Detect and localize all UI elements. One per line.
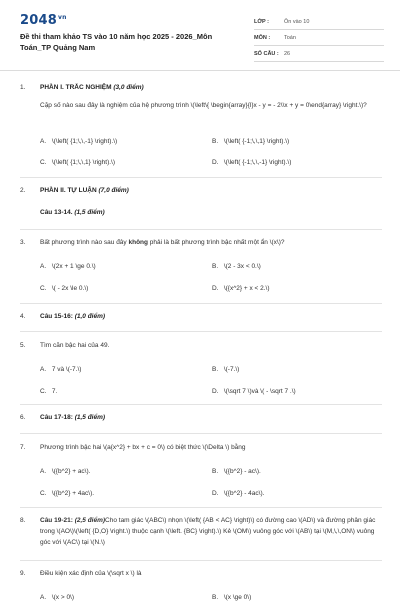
option-letter: D. (212, 159, 219, 166)
option-b[interactable] (212, 136, 289, 147)
option-letter: A. (40, 263, 47, 270)
question-4 (20, 311, 382, 323)
sub-heading (40, 207, 380, 218)
meta-label: MÔN : (254, 34, 271, 41)
option-letter: B. (212, 263, 219, 270)
question-6 (20, 412, 382, 424)
option-a[interactable] (40, 261, 96, 272)
option-text: \(\left( {-1;\,\,-1} \right).\) (223, 159, 292, 166)
option-d[interactable] (212, 283, 270, 294)
option-c[interactable] (40, 283, 88, 294)
divider (20, 303, 382, 304)
exam-meta (254, 14, 384, 62)
divider (20, 331, 382, 332)
option-letter: B. (212, 138, 219, 145)
option-letter: C. (40, 388, 47, 395)
option-letter: C. (40, 159, 47, 166)
option-letter: A. (40, 138, 47, 145)
meta-row-subject (254, 30, 384, 46)
sub-title: Câu 15-16: (40, 313, 73, 320)
option-c[interactable] (40, 488, 94, 499)
sub-score: (1,0 điểm) (74, 313, 106, 320)
section-heading (40, 185, 380, 196)
exam-title: Đề thi tham khảo TS vào 10 năm học 2025 - 2026_Môn Toán_TP Quảng Nam (20, 32, 213, 52)
divider (20, 507, 382, 508)
option-text: \( - 2x \le 0.\) (51, 285, 89, 292)
logo-suffix: vn (57, 13, 67, 21)
option-d[interactable] (212, 488, 264, 499)
meta-row-class (254, 14, 384, 30)
question-text (40, 237, 380, 248)
question-text-part: phải là bất phương trình bậc nhất một ẩn \(x\)? (149, 239, 285, 246)
option-text: \({x^2} + x < 2.\) (223, 285, 270, 292)
option-b[interactable] (212, 364, 239, 375)
option-a[interactable] (40, 466, 90, 477)
question-number: 4. (20, 313, 26, 320)
divider (20, 177, 382, 178)
question-body: Cho tam giác \(ABC\) nhọn \(\left( {AB < AC} \right)\) có đường cao \(AD\) và đường phân giác trong \(AO\)\(\left( {D,O} \right.\) thuộc cạnh \(\left. {BC} \right).\) Kẻ \(OM\) vuông góc với \(AB\) tại \(M,\,\,ON\) vuông góc với \(AC\) tại \(N.\) (40, 517, 376, 546)
question-text (40, 515, 380, 548)
sub-score: (2,5 điểm) (74, 517, 106, 524)
divider (20, 404, 382, 405)
option-letter: D. (212, 388, 219, 395)
option-b[interactable] (212, 466, 261, 477)
option-d[interactable] (212, 157, 291, 168)
question-text: Điều kiện xác định của \(\sqrt x \) là (40, 570, 142, 577)
question-text: Tìm căn bậc hai của 49. (40, 342, 110, 349)
option-text: \(\left( {-1;\,\,1} \right).\) (223, 138, 290, 145)
question-text: Phương trình bậc hai \(a{x^2} + bx + c = 0\) có biệt thức \(\Delta \) bằng (40, 444, 246, 451)
option-letter: A. (40, 594, 47, 601)
meta-label: LỚP : (254, 18, 269, 25)
question-3 (20, 237, 382, 297)
question-number: 3. (20, 239, 26, 246)
option-text: \(x > 0\) (51, 594, 75, 601)
option-text: \({b^2} + ac\). (51, 468, 91, 475)
sub-score: (1,5 điểm) (74, 209, 105, 216)
question-7 (20, 442, 382, 502)
question-text-part: Bất phương trình nào sau đây (40, 239, 127, 246)
option-text: \({b^2} - 4ac\). (223, 490, 265, 497)
option-letter: C. (40, 285, 47, 292)
option-letter: A. (40, 366, 47, 373)
divider (20, 560, 382, 561)
option-letter: D. (212, 490, 219, 497)
option-text: 7 và \(-7.\) (51, 366, 82, 373)
meta-value: 26 (284, 50, 291, 57)
question-number: 1. (20, 84, 26, 91)
option-text: \(x \ge 0\) (223, 594, 252, 601)
divider (20, 433, 382, 434)
option-text: 7. (51, 388, 58, 395)
question-number: 6. (20, 414, 26, 421)
option-text: \(\left( {1;\,\,1} \right).\) (51, 159, 116, 166)
option-letter: C. (40, 490, 47, 497)
sub-title: Câu 13-14. (40, 209, 73, 216)
question-text-bold: không (128, 239, 148, 246)
sub-title: Câu 17-18: (40, 414, 73, 421)
option-a[interactable] (40, 136, 117, 147)
option-text: \(-7.\) (223, 366, 240, 373)
option-text: \(\sqrt 7 \)và \( - \sqrt 7 .\) (223, 388, 296, 395)
option-text: \(2 - 3x < 0.\) (223, 263, 261, 270)
section-title: PHẦN II. TỰ LUẬN (40, 187, 97, 194)
page-header (0, 0, 400, 71)
option-letter: B. (212, 468, 219, 475)
sub-score: (1,5 điểm) (74, 414, 106, 421)
question-1 (20, 82, 382, 172)
option-text: \({b^2} - ac\). (223, 468, 261, 475)
meta-row-count (254, 46, 384, 62)
site-logo[interactable] (20, 13, 67, 28)
option-text: \({b^2} + 4ac\). (51, 490, 95, 497)
question-2 (20, 185, 382, 220)
sub-heading (40, 311, 380, 322)
option-letter: A. (40, 468, 47, 475)
question-number: 2. (20, 187, 26, 194)
sub-title: Câu 19-21: (40, 517, 73, 524)
sub-heading (40, 412, 380, 423)
question-text: Cặp số nào sau đây là nghiệm của hệ phương trình \(\left\{ \begin{array}{l}x - y = - 2\\x + y = 0\end{array} \right.\)? (40, 102, 367, 109)
question-8 (20, 515, 382, 555)
section-heading (40, 82, 380, 93)
option-a[interactable] (40, 592, 74, 603)
question-9 (20, 568, 382, 600)
question-5 (20, 340, 382, 400)
meta-label: SỐ CÂU : (254, 50, 279, 57)
question-number: 5. (20, 342, 26, 349)
option-text: \(\left( {1;\,\,-1} \right).\) (51, 138, 118, 145)
option-letter: B. (212, 594, 219, 601)
logo-text: 2048 (20, 13, 57, 28)
option-c[interactable] (40, 157, 115, 168)
option-b[interactable] (212, 261, 261, 272)
option-letter: B. (212, 366, 219, 373)
question-number: 8. (20, 517, 26, 524)
question-number: 9. (20, 570, 26, 577)
section-title: PHẦN I. TRẮC NGHIỆM (40, 84, 112, 91)
meta-value: Ôn vào 10 (284, 18, 310, 25)
section-score: (7,0 điểm) (98, 187, 129, 194)
option-a[interactable] (40, 364, 81, 375)
option-d[interactable] (212, 386, 296, 397)
option-b[interactable] (212, 592, 251, 603)
question-number: 7. (20, 444, 26, 451)
meta-value: Toán (284, 34, 296, 41)
option-letter: D. (212, 285, 219, 292)
option-text: \(2x + 1 \ge 0.\) (51, 263, 96, 270)
option-c[interactable] (40, 386, 57, 397)
section-score: (3,0 điểm) (113, 84, 144, 91)
divider (20, 229, 382, 230)
